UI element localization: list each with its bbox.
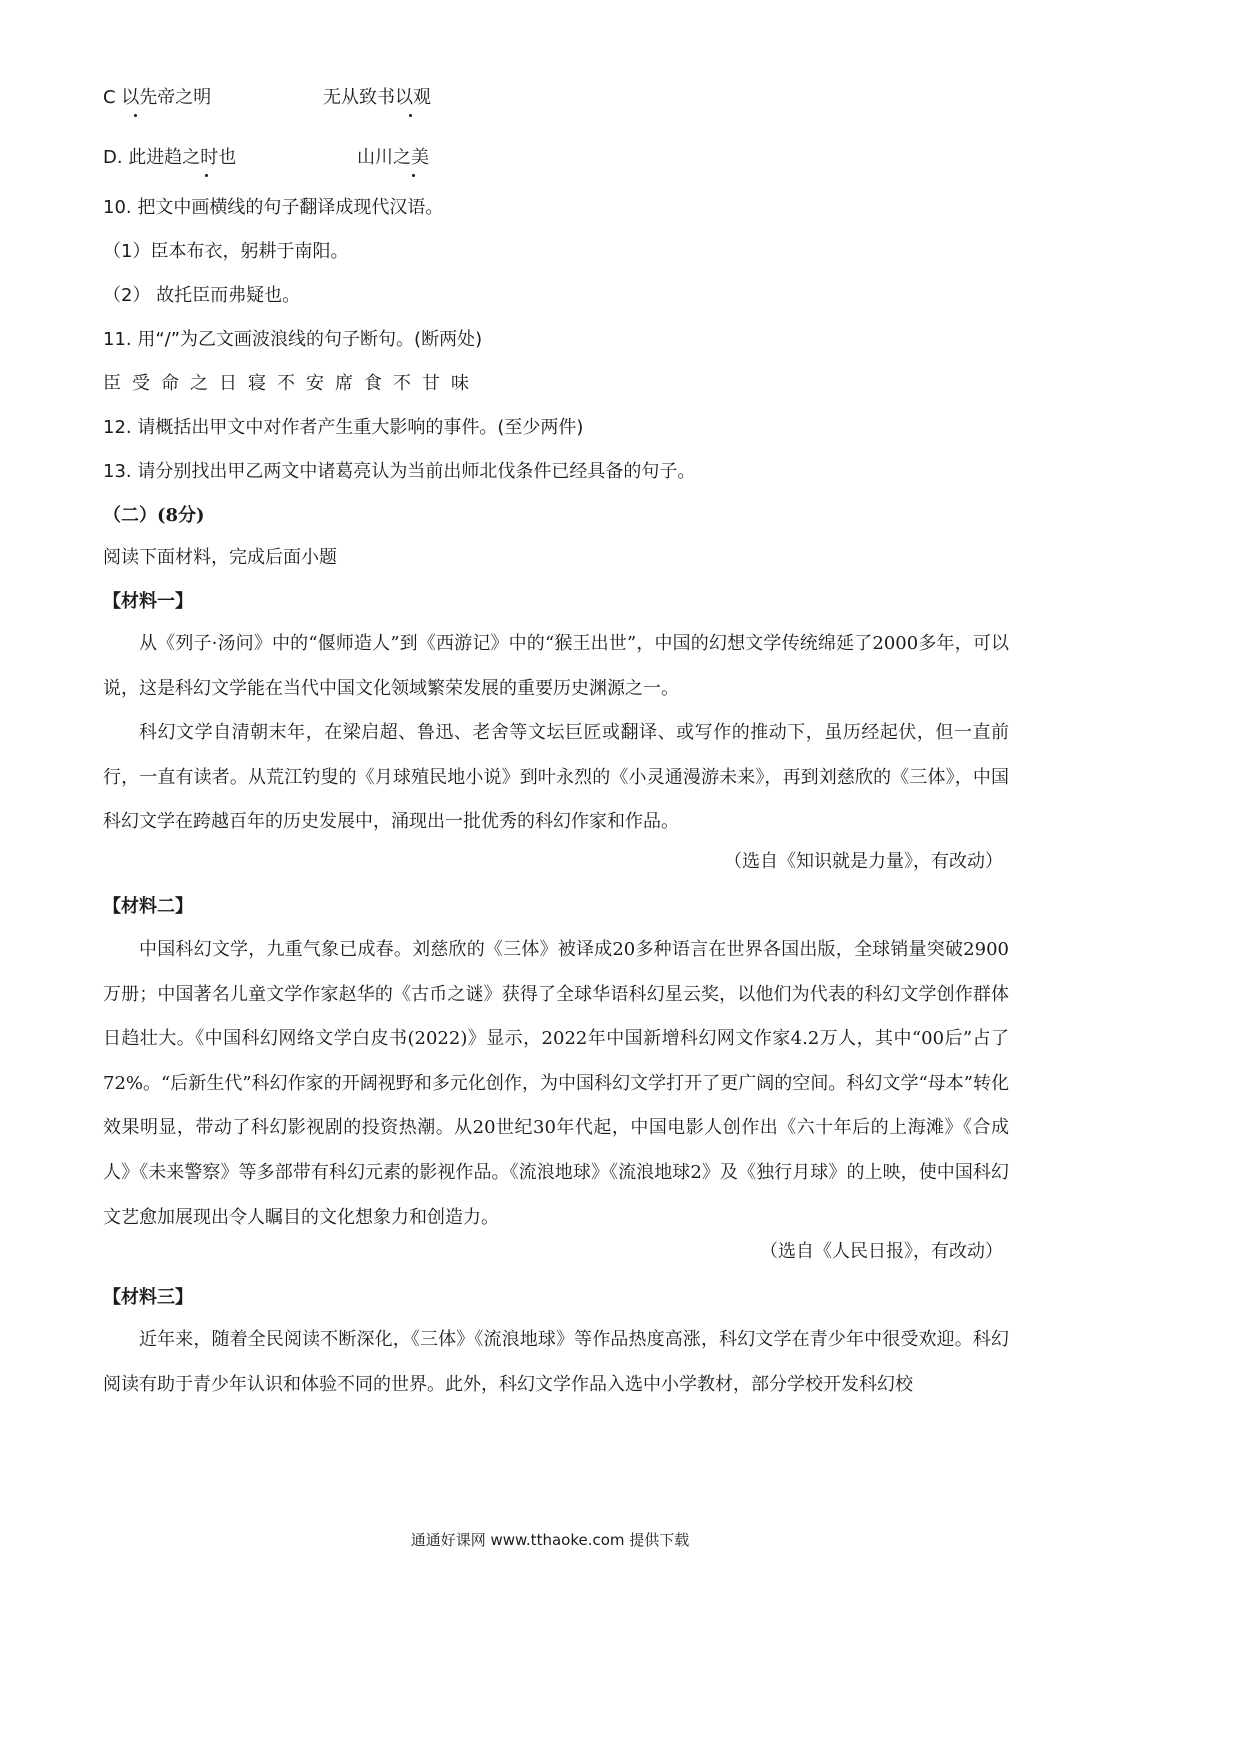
question-11-sentence: 臣受命之日寝不安席食不甘味 [103, 373, 480, 394]
material-1-source: （选自《知识就是力量》，有改动） [724, 851, 1003, 872]
option-d-right: 山川之美 [357, 147, 429, 168]
material-2-paragraph-1: 中国科幻文学，九重气象已成春。刘慈欣的《三体》被译成20多种语言在世界各国出版，全球销量突破2900万册；中国著名儿童文学作家赵华的《古币之谜》获得了全球华语科幻星云奖，以他们为代表的科幻文学创作群体日趋壮大。《中国科幻网络文学白皮书(2022)》显示，2022年中国新增科幻网文作家4.2万人，其中“00后”占了72%。“后新生代”科幻作家的开阔视野和多元化创作，为中国科幻文学打开了更广阔的空间。科幻文学“母本”转化效果明显，带动了科幻影视剧的投资热潮。从20世纪30年代起，中国电影人创作出《六十年后的上海滩》《合成人》《未来警察》等多部带有科幻元素的影视作品。《流浪地球》《流浪地球2》及《独行月球》的上映，使中国科幻文艺愈加展现出令人瞩目的文化想象力和创造力。 [103, 939, 1009, 1228]
emphasis-dot [134, 114, 137, 117]
section-instruction: 阅读下面材料，完成后面小题 [103, 547, 337, 568]
option-c [103, 86, 431, 110]
question-12: 12. 请概括出甲文中对作者产生重大影响的事件。(至少两件) [103, 417, 584, 438]
question-10-part-1: （1）臣本布衣，躬耕于南阳。 [103, 241, 349, 262]
option-c-left: C 以先帝之明 [103, 87, 212, 108]
option-d [103, 146, 429, 170]
material-2-label: 【材料二】 [103, 896, 193, 917]
emphasis-dot [412, 174, 415, 177]
option-d-left: D. 此进趋之时也 [103, 147, 237, 168]
emphasis-dot [205, 174, 208, 177]
emphasis-dot [409, 114, 412, 117]
question-13: 13. 请分别找出甲乙两文中诸葛亮认为当前出师北伐条件已经具备的句子。 [103, 461, 696, 482]
question-10-part-2: （2） 故托臣而弗疑也。 [103, 285, 301, 306]
page-footer: 通通好课网 www.tthaoke.com 提供下载 [410, 1531, 690, 1549]
question-10: 10. 把文中画横线的句子翻译成现代汉语。 [103, 197, 444, 218]
question-11: 11. 用“/”为乙文画波浪线的句子断句。(断两处) [103, 329, 483, 350]
material-3-paragraph-1: 近年来，随着全民阅读不断深化，《三体》《流浪地球》等作品热度高涨，科幻文学在青少年中很受欢迎。科幻阅读有助于青少年认识和体验不同的世界。此外，科幻文学作品入选中小学教材，部分学校开发科幻校 [103, 1329, 1009, 1395]
material-1-paragraph-1: 从《列子·汤问》中的“偃师造人”到《西游记》中的“猴王出世”，中国的幻想文学传统绵延了2000多年，可以说，这是科幻文学能在当代中国文化领域繁荣发展的重要历史渊源之一。 [103, 633, 1009, 699]
option-c-right: 无从致书以观 [323, 87, 431, 108]
material-1-label: 【材料一】 [103, 591, 193, 612]
material-3-label: 【材料三】 [103, 1287, 193, 1308]
material-2-source: （选自《人民日报》，有改动） [760, 1241, 1003, 1262]
material-1-paragraph-2: 科幻文学自清朝末年，在梁启超、鲁迅、老舍等文坛巨匠或翻译、或写作的推动下，虽历经起伏，但一直前行，一直有读者。从荒江钓叟的《月球殖民地小说》到叶永烈的《小灵通漫游未来》，再到刘慈欣的《三体》，中国科幻文学在跨越百年的历史发展中，涌现出一批优秀的科幻作家和作品。 [103, 722, 1009, 833]
section-heading: （二）(8分) [103, 505, 205, 526]
